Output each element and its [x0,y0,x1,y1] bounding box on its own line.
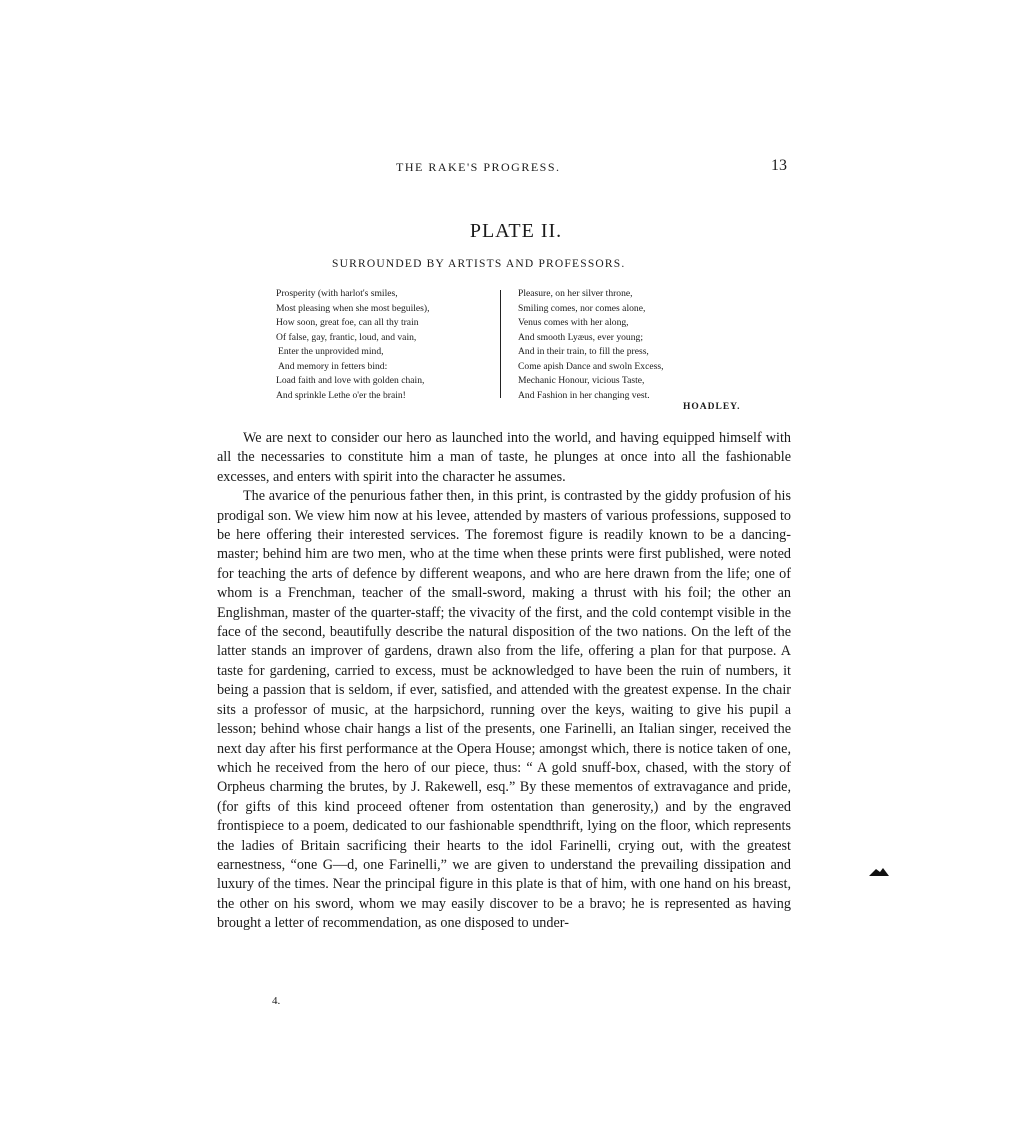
poem-line: Mechanic Honour, vicious Taste, [518,375,645,386]
plate-title-text: PLATE II. [469,220,563,242]
plate-subtitle: SURROUNDED BY ARTISTS AND PROFESSORS. [332,258,626,270]
poem-line: Smiling comes, nor comes alone, [518,302,646,314]
poem-right-column [518,287,744,403]
poem-line: Most pleasing when she most beguiles), [276,302,430,314]
paragraph: We are next to consider our hero as launched into the world, and having equipped himself with all the necessaries to constitute him a man of taste, he plunges at once into all the fashionable excesses, and enters with spirit into the character he assumes. [217,430,791,485]
poem-line: How soon, great foe, can all thy train [276,317,419,328]
paragraph: The avarice of the penurious father then, in this print, is contrasted by the giddy profusion of his prodigal son. We view him now at his levee, attended by masters of various professions, supposed to be here offering their interested services. The foremost figure is readily known to be a dancing-master; behind him are two men, who at the time when these prints were first published, were noted for teaching the arts of defence by different weapons, and who are here drawn from the life; one of whom is a Frenchman, teacher of the small-sword, making a thrust with his foil; the other an Englishman, master of the quarter-staff; the vivacity of the first, and the cold contempt visible in the face of the second, beautifully describe the natural disposition of the two nations. On the left of the latter stands an improver of gardens, drawn also from the life, offering a plan for that purpose. A taste for gardening, carried to excess, must be acknowledged to have been the ruin of numbers, it being a passion that is seldom, if ever, satisfied, and attended with the greatest expense. In the chair sits a professor of music, at the harpsichord, running over the keys, waiting to give his pupil a lesson; behind whose chair hangs a list of the presents, one Farinelli, an Italian singer, received the next day after his first performance at the Opera House; amongst which, there is notice taken of one, which he received from the hero of our piece, thus: “ A gold snuff-box, chased, with the story of Orpheus charming the brutes, by J. Rakewell, esq.” By these mementos of extravagance and pride, (for gifts of this kind proceed oftener from ostentation than generosity,) and by the engraved frontispiece to a poem, dedicated to our fashionable spendthrift, lying on the floor, which represents the ladies of Britain sacrificing their hearts to the idol Farinelli, crying out, with the greatest earnestness, “one G—d, one Farinelli,” we are given to understand the prevailing dissipation and luxury of the times. Near the principal figure in this plate is that of him, with one hand on his breast, the other on his sword, whom we may easily discover to be a bravo; he is represented as having brought a letter of recommendation, as one disposed to under- [217,488,791,932]
poem-line: Venus comes with her along, [518,317,629,328]
poem-divider [500,290,501,398]
poem-line: And Fashion in her changing vest. [518,389,650,401]
poem-line: Enter the unprovided mind, [278,346,384,357]
body-text [217,429,791,934]
poem-line: Pleasure, on her silver throne, [518,288,633,299]
running-head: THE RAKE'S PROGRESS. [396,160,561,174]
poem-line: Come apish Dance and swoln Excess, [518,360,664,372]
poem-line: And smooth Lyæus, ever young; [518,331,643,343]
poem-line: Of false, gay, frantic, loud, and vain, [276,331,417,343]
poem-left-column [276,287,498,403]
poem-line: Prosperity (with harlot's smiles, [276,288,398,299]
poem-attribution: HOADLEY. [683,402,741,412]
poem-line: Load faith and love with golden chain, [276,375,425,386]
signature-mark: 4. [272,995,281,1007]
plate-title [0,220,1012,243]
poem-line: And sprinkle Lethe o'er the brain! [276,389,406,401]
page-number: 13 [771,157,787,174]
poem-line: And in their train, to fill the press, [518,346,649,357]
scan-artifact-mark [868,866,890,878]
poem-line: And memory in fetters bind: [278,360,388,372]
